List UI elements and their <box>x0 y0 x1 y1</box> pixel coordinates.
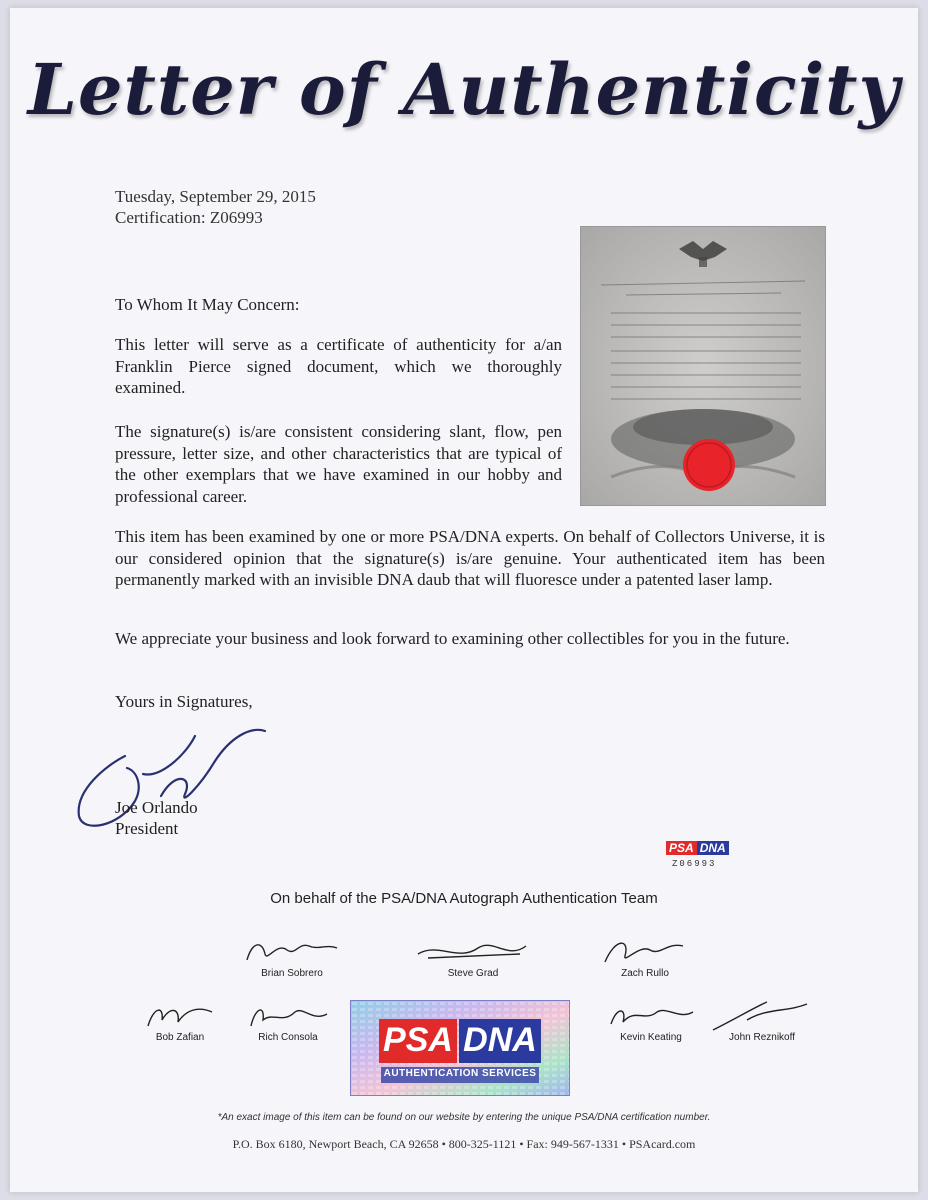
letter-header <box>115 186 316 228</box>
footer-address: P.O. Box 6180, Newport Beach, CA 92658 • 800-325-1121 • Fax: 949-567-1331 • PSAcard.com <box>232 1137 696 1151</box>
greeting: To Whom It May Concern: <box>115 295 300 314</box>
signature-icon <box>140 998 220 1032</box>
team-member-bob-zafian <box>132 998 228 1043</box>
member-name: Rich Consola <box>258 1032 318 1043</box>
signer-block <box>115 797 198 839</box>
sticker-code: Z06993 <box>672 859 717 869</box>
document-image <box>581 227 825 505</box>
logo-dna: DNA <box>697 841 729 855</box>
letter-title: Letter of Authenticity <box>27 48 901 131</box>
signature-icon <box>707 998 817 1032</box>
signature-icon <box>595 932 695 968</box>
signature-icon <box>408 932 538 968</box>
certification-number: Certification: Z06993 <box>115 208 263 227</box>
member-name: Kevin Keating <box>620 1032 682 1043</box>
seal-subtitle: AUTHENTICATION SERVICES <box>383 1068 537 1079</box>
psa-dna-hologram-seal <box>350 1000 570 1096</box>
footer-note: *An exact image of this item can be found on our website by entering the unique PSA/DNA certification number. <box>217 1112 711 1123</box>
team-member-zach-rullo <box>590 932 700 979</box>
member-name: John Reznikoff <box>729 1032 795 1043</box>
paragraph-3: This item has been examined by one or more PSA/DNA experts. On behalf of Collectors Universe, it is our considered opinion that the signature(s) is/are genuine. Your authenticated item has been permanently marked with an invisible DNA daub that will fluoresce under a patented laser lamp. <box>115 527 825 589</box>
signature-icon <box>601 998 701 1032</box>
team-member-rich-consola <box>238 998 338 1043</box>
signer-title: President <box>115 819 179 838</box>
logo-psa: PSA <box>666 841 697 855</box>
psa-dna-logo <box>666 841 762 855</box>
team-heading: On behalf of the PSA/DNA Autograph Authentication Team <box>270 890 658 907</box>
signature-icon <box>243 998 333 1032</box>
team-member-kevin-keating <box>596 998 706 1043</box>
team-member-steve-grad <box>408 932 538 979</box>
team-member-brian-sobrero <box>232 932 352 979</box>
member-name: Zach Rullo <box>621 968 669 979</box>
paragraph-2: The signature(s) is/are consistent considering slant, flow, pen pressure, letter size, and other characteristics that are typical of the other exemplars that we have examined in our hobby and professional career. <box>115 422 562 506</box>
member-name: Brian Sobrero <box>261 968 323 979</box>
member-name: Steve Grad <box>447 968 499 979</box>
document-photo <box>580 226 826 506</box>
paragraph-4: We appreciate your business and look forward to examining other collectibles for you in the future. <box>115 629 790 648</box>
signature-icon <box>237 932 347 968</box>
signer-name: Joe Orlando <box>115 798 198 817</box>
seal-psa: PSA <box>383 1021 453 1059</box>
seal-dna: DNA <box>463 1021 537 1059</box>
psa-sticker <box>666 841 762 869</box>
letter-page <box>10 8 918 1192</box>
member-name: Bob Zafian <box>155 1032 205 1043</box>
letter-date: Tuesday, September 29, 2015 <box>115 187 316 206</box>
closing: Yours in Signatures, <box>115 692 253 711</box>
red-seal-icon <box>683 439 735 491</box>
team-member-john-reznikoff <box>706 998 818 1043</box>
paragraph-1: This letter will serve as a certificate of authenticity for a/an Franklin Pierce signed document, which we thoroughly examined. <box>115 335 562 397</box>
